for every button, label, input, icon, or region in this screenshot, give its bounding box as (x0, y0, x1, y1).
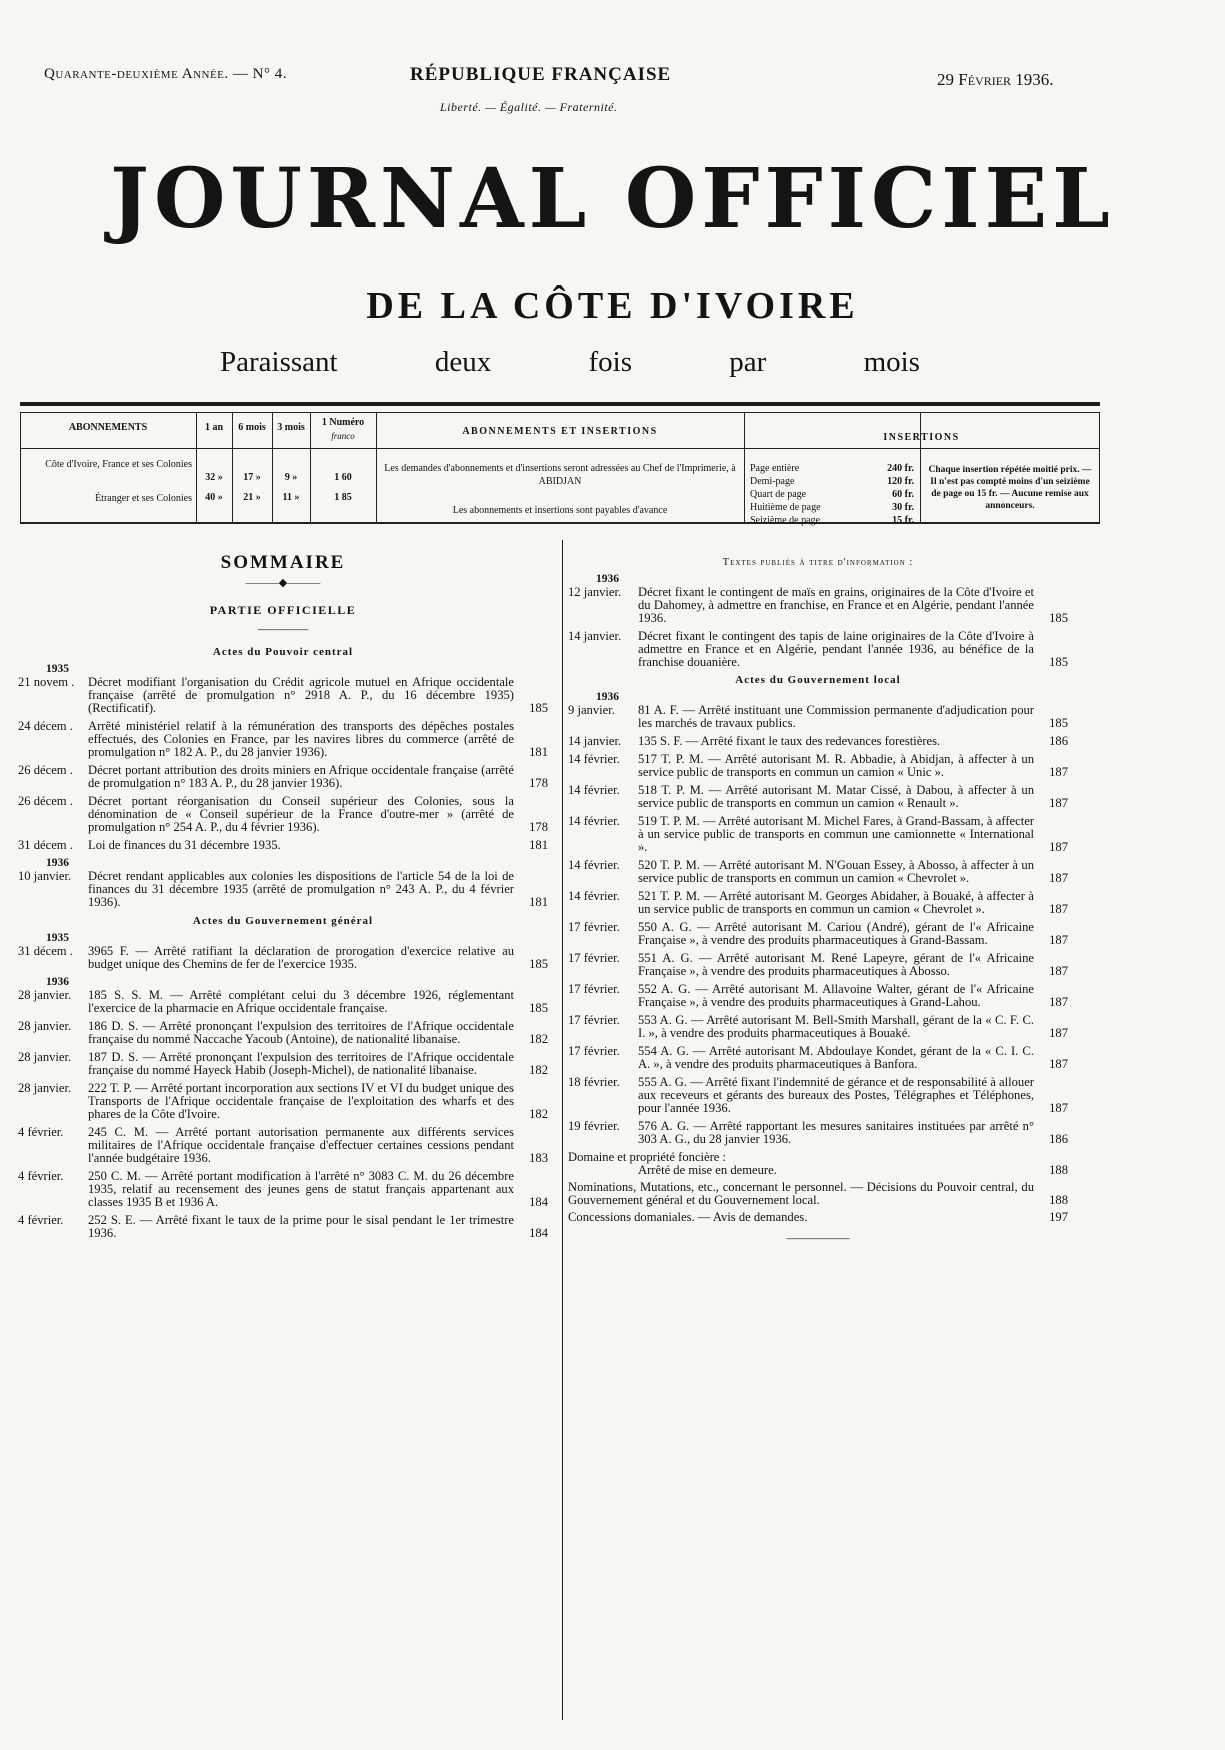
entry-text: 521 T. P. M. — Arrêté autorisant M. Georges Abidaher, à Bouaké, à affecter à un service public de transports en commun un camion « Chevrolet ». (638, 889, 1034, 916)
page-number: 188 (1049, 1163, 1068, 1177)
insertion-row (750, 514, 914, 527)
entry-date: 31 décem . (18, 838, 73, 852)
sommaire-entry (568, 983, 1068, 1009)
nominations-row (568, 1181, 1068, 1207)
entry-date: 14 février. (568, 889, 620, 903)
sommaire-entry (568, 1045, 1068, 1071)
entry-date: 14 février. (568, 814, 620, 828)
short-rule: ———— (257, 622, 309, 636)
middle-title: ABONNEMENTS ET INSERTIONS (462, 426, 658, 437)
entry-date: 14 février. (568, 752, 620, 766)
page-number: 187 (1049, 1101, 1068, 1115)
entry-text: Décret portant attribution des droits miniers en Afrique occidentale française (arrêté de promulgation n° 183 A. P., du 28 janvier 1936). (88, 763, 514, 790)
page-number: 184 (529, 1195, 548, 1209)
entry-date: 28 janvier. (18, 1019, 72, 1033)
sommaire-entry (18, 1126, 548, 1165)
entry-text: 185 S. S. M. — Arrêté complétant celui du 3 décembre 1926, réglementant l'exercice de la pharmacie en Afrique occidentale française. (88, 988, 514, 1015)
column-divider (562, 540, 563, 1720)
page-number: 182 (529, 1032, 548, 1046)
insertion-row (750, 501, 914, 514)
entry-date: 4 février. (18, 1169, 64, 1183)
page-number: 182 (529, 1063, 548, 1077)
page-number: 183 (529, 1151, 548, 1165)
year-heading: 1936 (46, 976, 69, 988)
entry-text: Arrêté ministériel relatif à la rémunération des transports des dépêches postales effectués, des Colonies en France, par les navires libres du commerce (arrêté de promulgation n° 182 A. P., du 28 janvier 1936). (88, 719, 514, 759)
sommaire-right-column (568, 556, 1068, 1245)
page-number: 181 (529, 838, 548, 852)
domaine-section (568, 1151, 1068, 1177)
insertion-price: 240 fr. (887, 463, 914, 474)
page-number: 185 (529, 1001, 548, 1015)
page-number: 187 (1049, 840, 1068, 854)
table-border (20, 412, 1100, 413)
year-heading: 1935 (46, 932, 69, 944)
page-number: 181 (529, 895, 548, 909)
national-motto: Liberté. — Égalité. — Fraternité. (440, 100, 618, 114)
page-number: 184 (529, 1226, 548, 1240)
page-number: 187 (1049, 933, 1068, 947)
entry-text: Décret portant réorganisation du Conseil supérieur des Colonies, sous la dénomination de « Conseil supérieur de la France d'outre-mer » (arrêté de promulgation n° 254 A. P., du 4 février 1936). (88, 794, 514, 834)
row1-numero: 1 60 (334, 472, 352, 483)
section-heading: Actes du Gouvernement général (192, 915, 374, 927)
entry-text: Décret fixant le contingent des tapis de laine originaires de la Côte d'Ivoire à admettre en France et en Algérie, pendant l'année 1936, au bénéfice de la franchise douanière. (638, 629, 1034, 669)
entry-text: 517 T. P. M. — Arrêté autorisant M. R. Abbadie, à Abidjan, à affecter à un service public de transports en commun un camion « Unic ». (638, 752, 1034, 779)
sommaire-entry (568, 1076, 1068, 1115)
sommaire-entry (18, 839, 548, 852)
sommaire-entry (568, 921, 1068, 947)
middle-text-payment: Les abonnements et insertions sont payables d'avance (452, 505, 668, 516)
page-number: 197 (1049, 1210, 1068, 1224)
sommaire-entry (18, 1214, 548, 1240)
insertions-title: INSERTIONS (883, 432, 960, 443)
insertions-note: Chaque insertion répétée moitié prix. — Il n'est pas compté moins d'un seizième de page ou 15 fr. — Aucune remise aux annonceurs. (928, 465, 1092, 511)
insertion-label: Seizième de page (750, 515, 820, 526)
page-number: 185 (529, 957, 548, 971)
journal-subtitle: DE LA CÔTE D'IVOIRE (366, 285, 859, 327)
entry-date: 17 février. (568, 1013, 620, 1027)
sommaire-entry (18, 720, 548, 759)
entry-date: 17 février. (568, 1044, 620, 1058)
entry-date: 17 février. (568, 920, 620, 934)
entry-text: Décret fixant le contingent de maïs en grains, originaires de la Côte d'Ivoire et du Dahomey, à admettre en franchise, en France et en Algérie, pendant l'année 1936. (638, 585, 1034, 625)
year-heading: 1936 (596, 573, 619, 585)
sommaire-entry (18, 989, 548, 1015)
sommaire-entry (568, 735, 1068, 748)
row1-1an: 32 » (205, 472, 223, 483)
tagline-word: deux (434, 346, 492, 378)
insertion-row (750, 488, 914, 501)
page-number: 185 (529, 701, 548, 715)
subscription-table (20, 412, 1100, 524)
table-border (1099, 412, 1100, 524)
entry-text: 519 T. P. M. — Arrêté autorisant M. Michel Fares, à Grand-Bassam, à affecter à un service public de transports en commun une camionnette « International ». (638, 814, 1034, 854)
local-entries (568, 691, 1068, 1146)
page-number: 185 (1049, 611, 1068, 625)
sommaire-entry (568, 630, 1068, 669)
tagline-word: Paraissant (220, 346, 338, 378)
entry-text: 222 T. P. — Arrêté portant incorporation aux sections IV et VI du budget unique des Transports de l'Afrique occidentale française de l'exploitation des wharfs et des phares de la Côte d'Ivoire. (88, 1081, 514, 1121)
entry-date: 14 janvier. (568, 629, 622, 643)
entry-text: 520 T. P. M. — Arrêté autorisant M. N'Gouan Essey, à Abosso, à affecter à un service public de transports en commun un camion « Chevrolet ». (638, 858, 1034, 885)
insertion-row (750, 475, 914, 488)
middle-text-address: Les demandes d'abonnements et d'insertions seront adressées au Chef de l'Imprimerie, à ABIDJAN (384, 463, 736, 487)
textes-information-heading: Textes publiés à titre d'information : (722, 557, 914, 568)
entry-date: 19 février. (568, 1119, 620, 1133)
sommaire-entry (568, 704, 1068, 730)
insertion-row (750, 462, 914, 475)
entry-text: 3965 F. — Arrêté ratifiant la déclaration de prorogation d'exercice relative au budget unique des Chemins de fer de l'exercice 1935. (88, 944, 514, 971)
sommaire-title: SOMMAIRE (220, 552, 346, 573)
col-abonnements: ABONNEMENTS (68, 422, 148, 433)
row1-label: Côte d'Ivoire, France et ses Colonies (45, 459, 192, 470)
sommaire-entry (18, 1020, 548, 1046)
year-heading: 1935 (46, 663, 69, 675)
entry-text: 576 A. G. — Arrêté rapportant les mesures sanitaires instituées par arrêté n° 303 A. G., du 28 janvier 1936. (638, 1119, 1034, 1146)
sommaire-entry (568, 586, 1068, 625)
page-number: 187 (1049, 902, 1068, 916)
entry-text: 250 C. M. — Arrêté portant modification à l'arrêté n° 3083 C. M. du 26 décembre 1935, relatif au recensement des jeunes gens de statut français appartenant aux classes 1935 B et 1936 A. (88, 1169, 514, 1209)
page-number: 187 (1049, 1026, 1068, 1040)
ornament-divider: ———◆——— (245, 577, 321, 589)
col-3mois: 3 mois (277, 422, 305, 433)
entry-date: 14 janvier. (568, 734, 622, 748)
col-numero: 1 Numéro (321, 417, 365, 428)
year-heading: 1936 (596, 691, 619, 703)
header-rule (20, 402, 1100, 406)
gouv-local-heading: Actes du Gouvernement local (735, 674, 901, 686)
sommaire-entry (18, 795, 548, 834)
sommaire-left-column (18, 552, 548, 1245)
insertion-label: Demi-page (750, 476, 795, 487)
page-number: 187 (1049, 871, 1068, 885)
page-number: 188 (1049, 1193, 1068, 1207)
entry-date: 17 février. (568, 982, 620, 996)
entry-text: 245 C. M. — Arrêté portant autorisation permanente aux différents services militaires de l'Afrique occidentale française d'effectuer certaines cessions pendant l'année budgétaire 1936. (88, 1125, 514, 1165)
row2-numero: 1 85 (334, 492, 352, 503)
page-number: 178 (529, 820, 548, 834)
tagline-word: par (729, 346, 767, 378)
entry-date: 18 février. (568, 1075, 620, 1089)
sommaire-entry (18, 1170, 548, 1209)
information-entries (568, 573, 1068, 669)
entry-text: 555 A. G. — Arrêté fixant l'indemnité de gérance et de responsabilité à allouer aux receveurs et gérants des bureaux des Postes, Télégraphes et Téléphones, pour l'année 1936. (638, 1075, 1034, 1115)
entry-text: 554 A. G. — Arrêté autorisant M. Abdoulaye Kondet, gérant de la « C. I. C. A. », à vendre des produits pharmaceutiques à Banfora. (638, 1044, 1034, 1071)
page-number: 187 (1049, 765, 1068, 779)
sommaire-entry (18, 1051, 548, 1077)
table-border (20, 448, 1100, 449)
entry-date: 4 février. (18, 1213, 64, 1227)
concessions-text: Concessions domaniales. — Avis de demandes. (568, 1210, 808, 1224)
insertion-label: Page entière (750, 463, 800, 474)
sommaire-entry (18, 764, 548, 790)
entry-date: 9 janvier. (568, 703, 615, 717)
entry-text: 552 A. G. — Arrêté autorisant M. Allavoine Walter, gérant de l'« Africaine Française », à vendre des produits pharmaceutiques à Grand-Lahou. (638, 982, 1034, 1009)
page-number: 186 (1049, 1132, 1068, 1146)
nominations-text: Nominations, Mutations, etc., concernant le personnel. — Décisions du Pouvoir central, du Gouvernement général et du Gouvernement local. (568, 1180, 1034, 1207)
issue-date: 29 Février 1936. (937, 70, 1054, 89)
sommaire-entry (568, 1014, 1068, 1040)
page-number: 178 (529, 776, 548, 790)
entry-text: 187 D. S. — Arrêté prononçant l'expulsion des territoires de l'Afrique occidentale française du nommé Hayeck Habib (Joseph-Michel), de nationalité libanaise. (88, 1050, 514, 1077)
row1-6mois: 17 » (243, 472, 261, 483)
entry-text: 551 A. G. — Arrêté autorisant M. René Lapeyre, gérant de l'« Africaine Française », à vendre des produits pharmaceutiques à Abosso. (638, 951, 1034, 978)
sommaire-entry (568, 1120, 1068, 1146)
entry-date: 14 février. (568, 858, 620, 872)
entry-date: 21 novem . (18, 675, 75, 689)
sommaire-entry (568, 815, 1068, 854)
sommaire-entry (18, 945, 548, 971)
page-number: 182 (529, 1107, 548, 1121)
entry-text: 252 S. E. — Arrêté fixant le taux de la prime pour le sisal pendant le 1er trimestre 1936. (88, 1213, 514, 1240)
insertion-price: 60 fr. (892, 489, 914, 500)
col-1an: 1 an (204, 422, 224, 433)
page-number: 187 (1049, 964, 1068, 978)
insertion-price: 30 fr. (892, 502, 914, 513)
sommaire-entry (18, 870, 548, 909)
table-border (920, 412, 921, 524)
entry-date: 28 janvier. (18, 988, 72, 1002)
tagline-word: fois (588, 346, 632, 378)
table-border (310, 412, 311, 524)
entry-date: 14 février. (568, 783, 620, 797)
section-heading: Actes du Pouvoir central (212, 646, 354, 658)
domaine-item: Arrêté de mise en demeure. (638, 1163, 777, 1177)
entry-date: 28 janvier. (18, 1081, 72, 1095)
entry-text: 186 D. S. — Arrêté prononçant l'expulsion des territoires de l'Afrique occidentale française du nommé Naccache Yacoub (Antoine), de nationalité libanaise. (88, 1019, 514, 1046)
journal-title: JOURNAL OFFICIEL (110, 151, 1115, 247)
entry-date: 24 décem . (18, 719, 73, 733)
entry-date: 26 décem . (18, 763, 73, 777)
insertion-label: Quart de page (750, 489, 807, 500)
col-6mois: 6 mois (238, 422, 266, 433)
entry-text: Décret modifiant l'organisation du Crédit agricole mutuel en Afrique occidentale française (arrêté de promulgation n° 2918 A. P., du 16 décembre 1935) (Rectificatif). (88, 675, 514, 715)
sommaire-entry (568, 784, 1068, 810)
entry-text: 135 S. F. — Arrêté fixant le taux des redevances forestières. (638, 734, 941, 748)
table-border (20, 522, 1100, 524)
sommaire-entry (568, 859, 1068, 885)
publication-frequency (220, 346, 920, 379)
issue-number: Quarante-deuxième Année. — N° 4. (44, 66, 287, 82)
entry-text: 81 A. F. — Arrêté instituant une Commission permanente d'adjudication pour les marchés de travaux publics. (638, 703, 1034, 730)
entry-text: 550 A. G. — Arrêté autorisant M. Cariou (André), gérant de l'« Africaine Française », à vendre des produits pharmaceutiques à Grand-Bassam. (638, 920, 1034, 947)
sommaire-entry (568, 753, 1068, 779)
year-heading: 1936 (46, 857, 69, 869)
concessions-row (568, 1211, 1068, 1224)
row2-3mois: 11 » (282, 492, 300, 503)
page-number: 185 (1049, 716, 1068, 730)
page-number: 187 (1049, 995, 1068, 1009)
row2-1an: 40 » (205, 492, 223, 503)
row1-3mois: 9 » (284, 472, 298, 483)
page-number: 186 (1049, 734, 1068, 748)
entry-date: 31 décem . (18, 944, 73, 958)
sommaire-entry (18, 676, 548, 715)
entry-text: Loi de finances du 31 décembre 1935. (88, 838, 281, 852)
entry-text: Décret rendant applicables aux colonies les dispositions de l'article 54 de la loi de finances du 31 décembre 1935 (arrêté de promulgation n° 243 A. P., du 4 février 1936). (88, 869, 514, 909)
page-number: 187 (1049, 796, 1068, 810)
sommaire-entry (18, 1082, 548, 1121)
left-entries (18, 646, 548, 1240)
sommaire-entry (568, 890, 1068, 916)
partie-officielle-heading: PARTIE OFFICIELLE (209, 603, 357, 617)
entry-date: 12 janvier. (568, 585, 622, 599)
page-number: 187 (1049, 1057, 1068, 1071)
page-number: 185 (1049, 655, 1068, 669)
entry-date: 17 février. (568, 951, 620, 965)
page-number: 181 (529, 745, 548, 759)
tagline-word: mois (863, 346, 920, 378)
sommaire-entry (568, 952, 1068, 978)
table-border (744, 412, 745, 524)
entry-date: 10 janvier. (18, 869, 72, 883)
row2-label: Étranger et ses Colonies (95, 493, 192, 504)
domaine-title: Domaine et propriété foncière : (568, 1150, 727, 1164)
entry-text: 553 A. G. — Arrêté autorisant M. Bell-Smith Marshall, gérant de la « C. F. C. I. », à vendre des produits pharmaceutiques à Bouaké. (638, 1013, 1034, 1040)
entry-date: 26 décem . (18, 794, 73, 808)
insertion-label: Huitième de page (750, 502, 821, 513)
insertion-price: 15 fr. (892, 515, 914, 526)
entry-date: 4 février. (18, 1125, 64, 1139)
closing-rule: ————— (786, 1231, 850, 1245)
col-franco: franco (331, 431, 355, 441)
republic-heading: RÉPUBLIQUE FRANÇAISE (410, 64, 672, 85)
entry-date: 28 janvier. (18, 1050, 72, 1064)
insertion-prices (750, 462, 914, 527)
insertion-price: 120 fr. (887, 476, 914, 487)
domaine-row (568, 1164, 1068, 1177)
entry-text: 518 T. P. M. — Arrêté autorisant M. Matar Cissé, à Dabou, à affecter à un service public de transports en commun un camion « Renault ». (638, 783, 1034, 810)
row2-6mois: 21 » (243, 492, 261, 503)
